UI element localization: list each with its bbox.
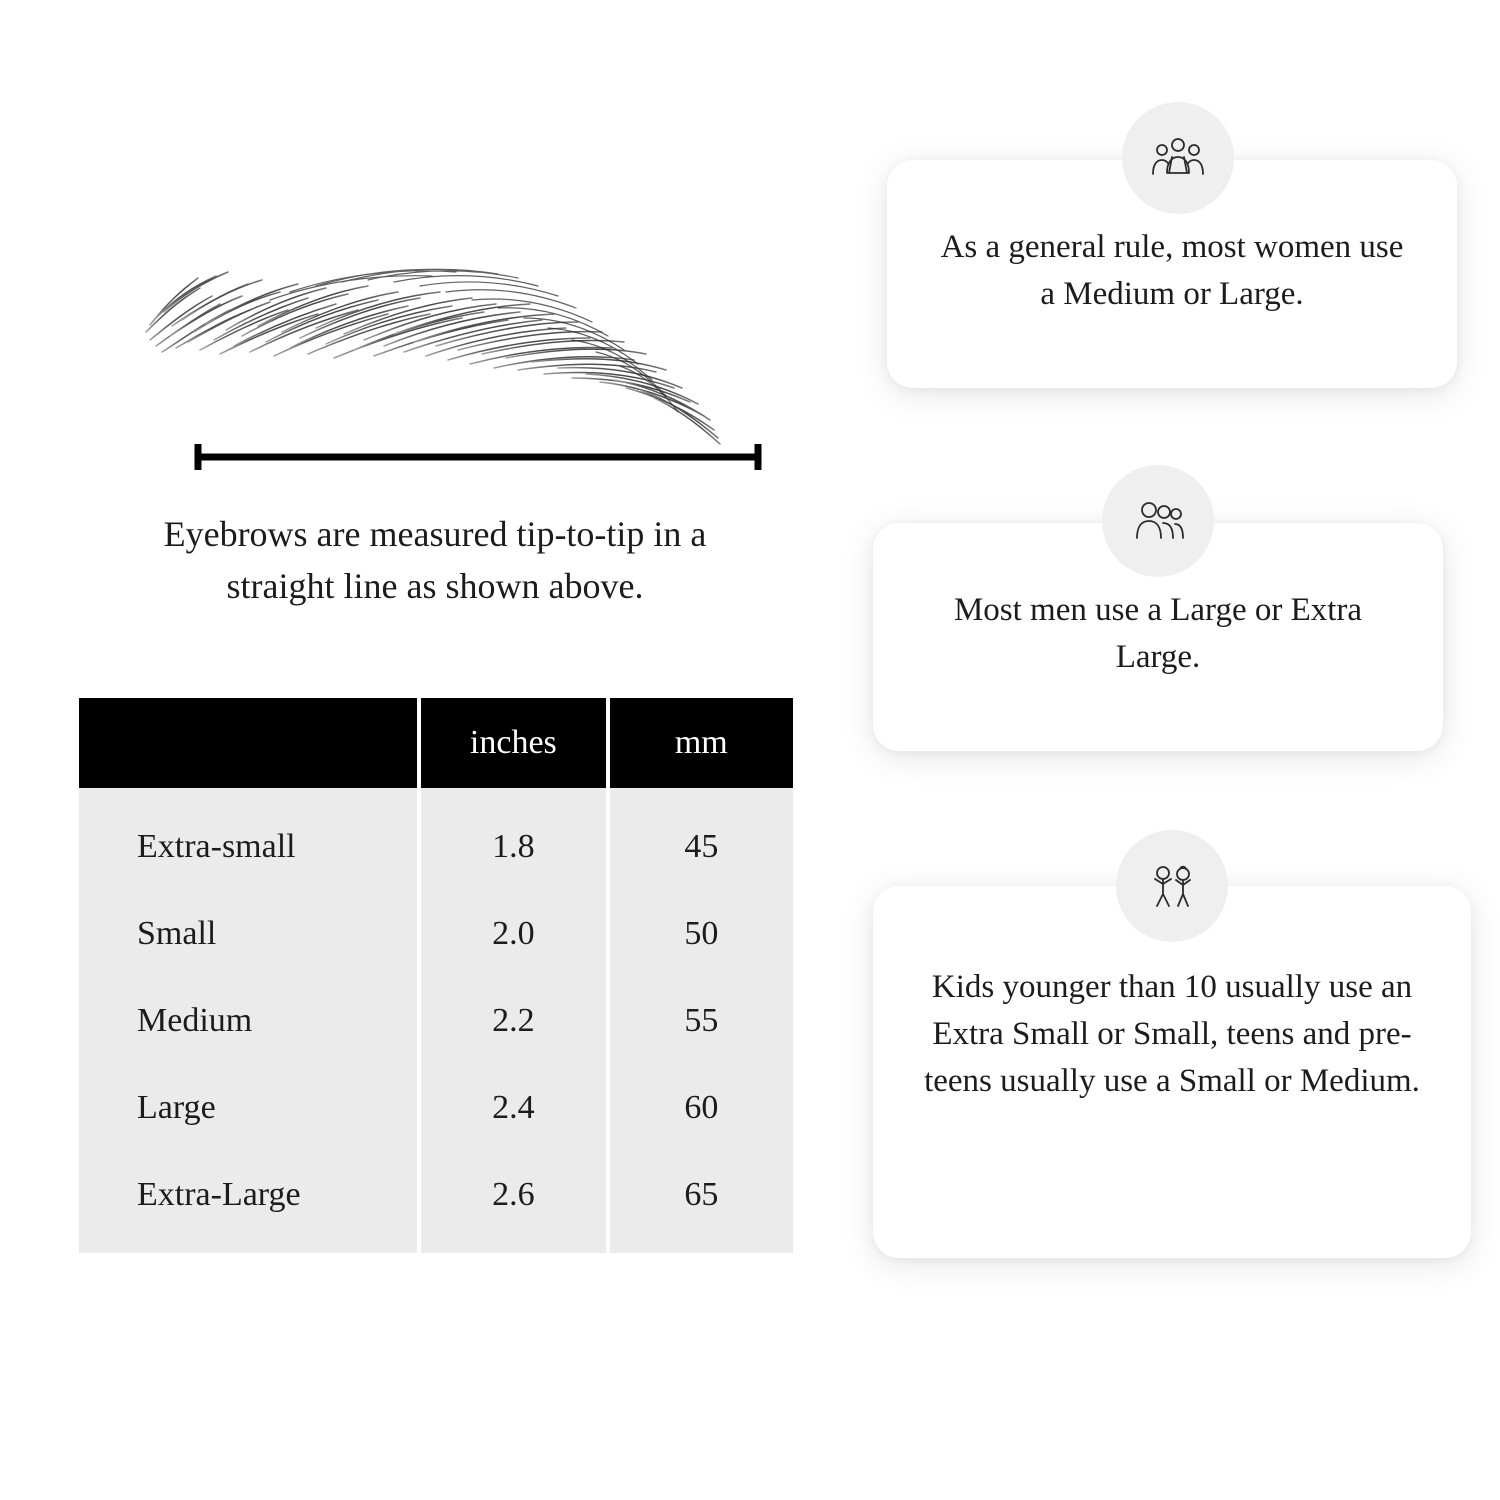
table-row	[79, 890, 793, 977]
men-group-icon	[1102, 465, 1214, 577]
table-header	[79, 698, 793, 788]
column-header-mm: mm	[610, 698, 793, 788]
kids-icon	[1116, 830, 1228, 942]
table-header-row	[79, 698, 793, 788]
size-inches: 2.6	[421, 1151, 606, 1253]
note-card-kids	[873, 886, 1471, 1258]
size-mm: 50	[610, 890, 793, 977]
size-name: Extra-Large	[79, 1151, 417, 1253]
size-name: Extra-small	[79, 788, 417, 890]
size-name: Large	[79, 1064, 417, 1151]
size-chart-table	[75, 698, 797, 1253]
measurement-line	[192, 442, 764, 472]
eyebrow-figure	[120, 150, 760, 490]
table-row	[79, 977, 793, 1064]
size-name: Medium	[79, 977, 417, 1064]
size-mm: 55	[610, 977, 793, 1064]
size-inches: 2.0	[421, 890, 606, 977]
right-column	[865, 160, 1425, 1258]
size-mm: 45	[610, 788, 793, 890]
column-header-inches: inches	[421, 698, 606, 788]
table-row	[79, 788, 793, 890]
size-inches: 2.2	[421, 977, 606, 1064]
left-column	[75, 150, 795, 1253]
note-card-women	[887, 160, 1457, 388]
note-card-men	[873, 523, 1443, 751]
measure-caption: Eyebrows are measured tip-to-tip in a straight line as shown above.	[163, 514, 707, 607]
size-inches: 2.4	[421, 1064, 606, 1151]
note-text: Most men use a Large or Extra Large.	[953, 592, 1363, 675]
eyebrow-illustration	[120, 150, 760, 450]
size-mm: 65	[610, 1151, 793, 1253]
table-body	[79, 788, 793, 1253]
size-mm: 60	[610, 1064, 793, 1151]
note-text: Kids younger than 10 usually use an Extra Small or Small, teens and pre-teens usually use a Small or Medium.	[924, 969, 1420, 1099]
size-inches: 1.8	[421, 788, 606, 890]
size-name: Small	[79, 890, 417, 977]
table-row	[79, 1151, 793, 1253]
note-text: As a general rule, most women use a Medium or Large.	[940, 229, 1404, 312]
women-group-icon	[1122, 102, 1234, 214]
table-row	[79, 1064, 793, 1151]
column-header-size	[79, 698, 417, 788]
